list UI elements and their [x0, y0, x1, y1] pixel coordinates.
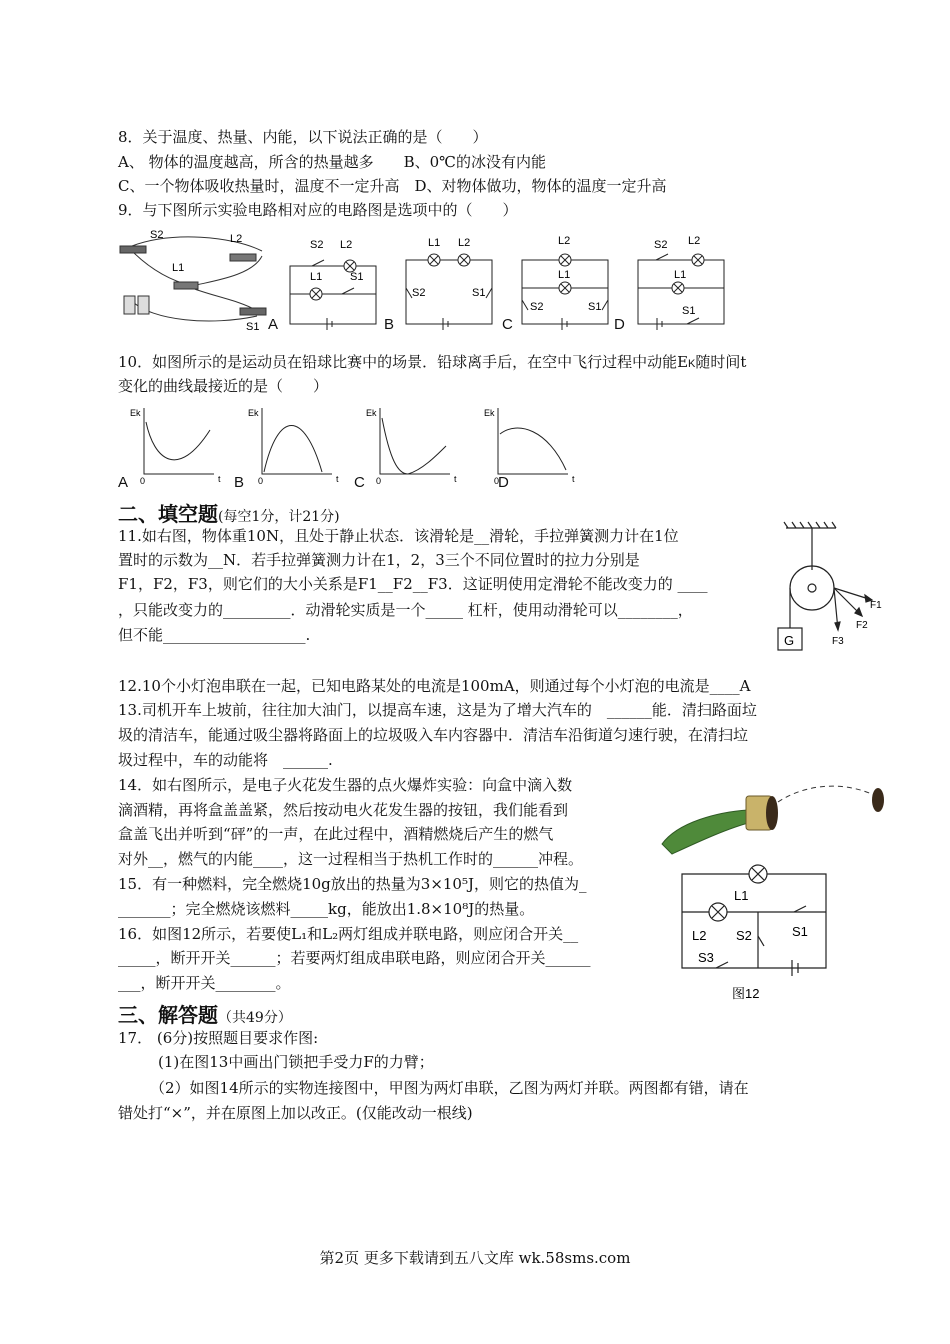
q9-label-b: B [384, 316, 395, 333]
q17-line1: 17． (6分)按照题目要求作图: [118, 1029, 319, 1047]
q10-c-ylabel: Ek [366, 408, 377, 418]
q9-label-c: C [502, 316, 513, 333]
q9-label-d: D [614, 316, 625, 333]
q16-line3: ___，断开开关________。 [118, 974, 291, 992]
q10-line1: 10．如图所示的是运动员在铅球比赛中的场景．铅球离手后，在空中飞行过程中动能EK随时间t [118, 353, 747, 371]
q10-a-xlabel: t [218, 474, 221, 484]
q14-line4: 对外__，燃气的内能____，这一过程相当于热机工作时的______冲程。 [118, 850, 584, 868]
q10-label-d: D [498, 474, 509, 491]
q9-a-s1: S1 [350, 271, 364, 283]
section-3-title: 三、解答题（共49分） [118, 1003, 292, 1027]
q9-photo-s1: S1 [246, 321, 260, 333]
q10-d-xlabel: t [572, 474, 575, 484]
q9-a-l1: L1 [310, 271, 323, 283]
q9-option-c-diagram [522, 254, 608, 330]
q9-d-l2: L2 [688, 235, 701, 247]
q17-line4: 错处打“×”，并在原图上加以改正。(仅能改动一根线) [118, 1104, 473, 1122]
q16-line2: _____，断开开关______；若要两灯组成串联电路，则应闭合开关______ [118, 949, 591, 967]
q14-line3: 盒盖飞出并听到“砰”的一声，在此过程中，酒精燃烧后产生的燃气 [118, 825, 554, 843]
q16-fig-caption: 图12 [732, 986, 760, 1001]
q11-line5: 但不能___________________. [118, 626, 311, 644]
q9-photo-l1: L1 [172, 262, 185, 274]
q10-label-a: A [118, 474, 129, 491]
q13-line3: 圾过程中，车的动能将 ______. [118, 751, 333, 769]
q9-c-l1: L1 [558, 269, 571, 281]
q10-graphs [118, 400, 618, 490]
q9-stem: 9．与下图所示实验电路相对应的电路图是选项中的（ ） [118, 201, 518, 219]
q10-b-ylabel: Ek [248, 408, 259, 418]
q10-c-xlabel: t [454, 474, 457, 484]
q11-force-f2: F2 [856, 620, 868, 631]
q17-line2: (1)在图13中画出门锁把手受力F的力臂； [158, 1053, 434, 1071]
q9-c-s2: S2 [530, 301, 544, 313]
q17-line3: （2）如图14所示的实物连接图中，甲图为两灯串联，乙图为两灯并联。两图都有错，请在 [150, 1079, 749, 1097]
q10-c-origin: 0 [376, 476, 382, 486]
q14-spark-generator-illustration [658, 782, 888, 862]
q16-fig-l2: L2 [692, 928, 707, 943]
q15-line1: 15．有一种燃料，完全燃烧10g放出的热量为3×10⁵J，则它的热值为_ [118, 875, 587, 893]
q16-fig-s1: S1 [792, 924, 808, 939]
q13-line1: 13.司机开车上坡前，往往加大油门，以提高车速，这是为了增大汽车的 ______能．清扫路面垃 [118, 701, 757, 719]
q10-b-xlabel: t [336, 474, 339, 484]
q11-line2: 置时的示数为__N．若手拉弹簧测力计在1，2，3三个不同位置时的拉力分别是 [118, 551, 640, 569]
q12-text: 12.10个小灯泡串联在一起，已知电路某处的电流是100mA，则通过每个小灯泡的电流是____A [118, 677, 751, 695]
q11-line1: 11.如右图，物体重10N，且处于静止状态．该滑轮是__滑轮，手拉弹簧测力计在1位 [118, 527, 679, 545]
q13-line2: 圾的清洁车，能通过吸尘器将路面上的垃圾吸入车内容器中．清洁车沿街道匀速行驶，在清扫垃 [118, 726, 749, 744]
page-footer: 第2页 更多下载请到五八文库 wk.58sms.com [319, 1249, 631, 1267]
q10-b-origin: 0 [258, 476, 264, 486]
q9-b-l2: L2 [458, 237, 471, 249]
q9-d-s1: S1 [682, 305, 696, 317]
q9-photo-l2: L2 [230, 233, 243, 245]
q9-photo-s2: S2 [150, 229, 164, 241]
section-2-title: 二、填空题(每空1分，计21分) [118, 502, 340, 526]
q14-line2: 滴酒精，再将盒盖盖紧，然后按动电火花发生器的按钮，我们能看到 [118, 801, 569, 819]
q15-line2: _______；完全燃烧该燃料_____kg，能放出1.8×10⁸J的热量。 [118, 900, 535, 918]
q8-option-cd: C、一个物体吸收热量时，温度不一定升高 D、对物体做功，物体的温度一定升高 [118, 177, 667, 195]
q9-a-l2: L2 [340, 239, 353, 251]
q8-option-ab: A、 物体的温度越高，所含的热量越多 B、0℃的冰没有内能 [118, 153, 546, 171]
q9-b-s2: S2 [412, 287, 426, 299]
q9-a-s2: S2 [310, 239, 324, 251]
q9-d-l1: L1 [674, 269, 687, 281]
q10-d-origin: 0 [494, 476, 500, 486]
q11-force-f3: F3 [832, 636, 844, 647]
q10-line2: 变化的曲线最接近的是（ ） [118, 377, 329, 395]
q16-fig-l1: L1 [734, 888, 749, 903]
q9-b-l1: L1 [428, 237, 441, 249]
q16-line1: 16．如图12所示，若要使L₁和L₂两灯组成并联电路，则应闭合开关__ [118, 925, 579, 943]
q9-c-l2: L2 [558, 235, 571, 247]
q10-d-ylabel: Ek [484, 408, 495, 418]
q14-line1: 14．如右图所示，是电子火花发生器的点火爆炸实验：向盒中滴入数 [118, 776, 573, 794]
q16-fig-s2: S2 [736, 928, 752, 943]
q10-label-c: C [354, 474, 365, 491]
q10-a-origin: 0 [140, 476, 146, 486]
q8-stem: 8．关于温度、热量、内能，以下说法正确的是（ ） [118, 128, 488, 146]
q9-d-s2: S2 [654, 239, 668, 251]
q9-c-s1: S1 [588, 301, 602, 313]
q11-weight-label: G [784, 633, 795, 648]
q9-option-d-diagram [638, 254, 724, 330]
q11-pulley-figure [778, 520, 898, 655]
q11-force-f1: F1 [870, 600, 882, 611]
q11-line3: F1，F2，F3，则它们的大小关系是F1__F2__F3．这证明使用定滑轮不能改变力的 ____ [118, 575, 708, 593]
q16-fig-s3: S3 [698, 950, 714, 965]
q9-circuit-figures [112, 226, 722, 336]
q10-a-ylabel: Ek [130, 408, 141, 418]
q9-real-circuit [120, 237, 266, 321]
q11-line4: ，只能改变力的_________．动滑轮实质是一个_____ 杠杆，使用动滑轮可以________， [118, 601, 693, 619]
q9-b-s1: S1 [472, 287, 486, 299]
q10-label-b: B [234, 474, 245, 491]
q16-circuit-figure-12 [676, 860, 832, 1006]
q9-label-a: A [268, 316, 279, 333]
